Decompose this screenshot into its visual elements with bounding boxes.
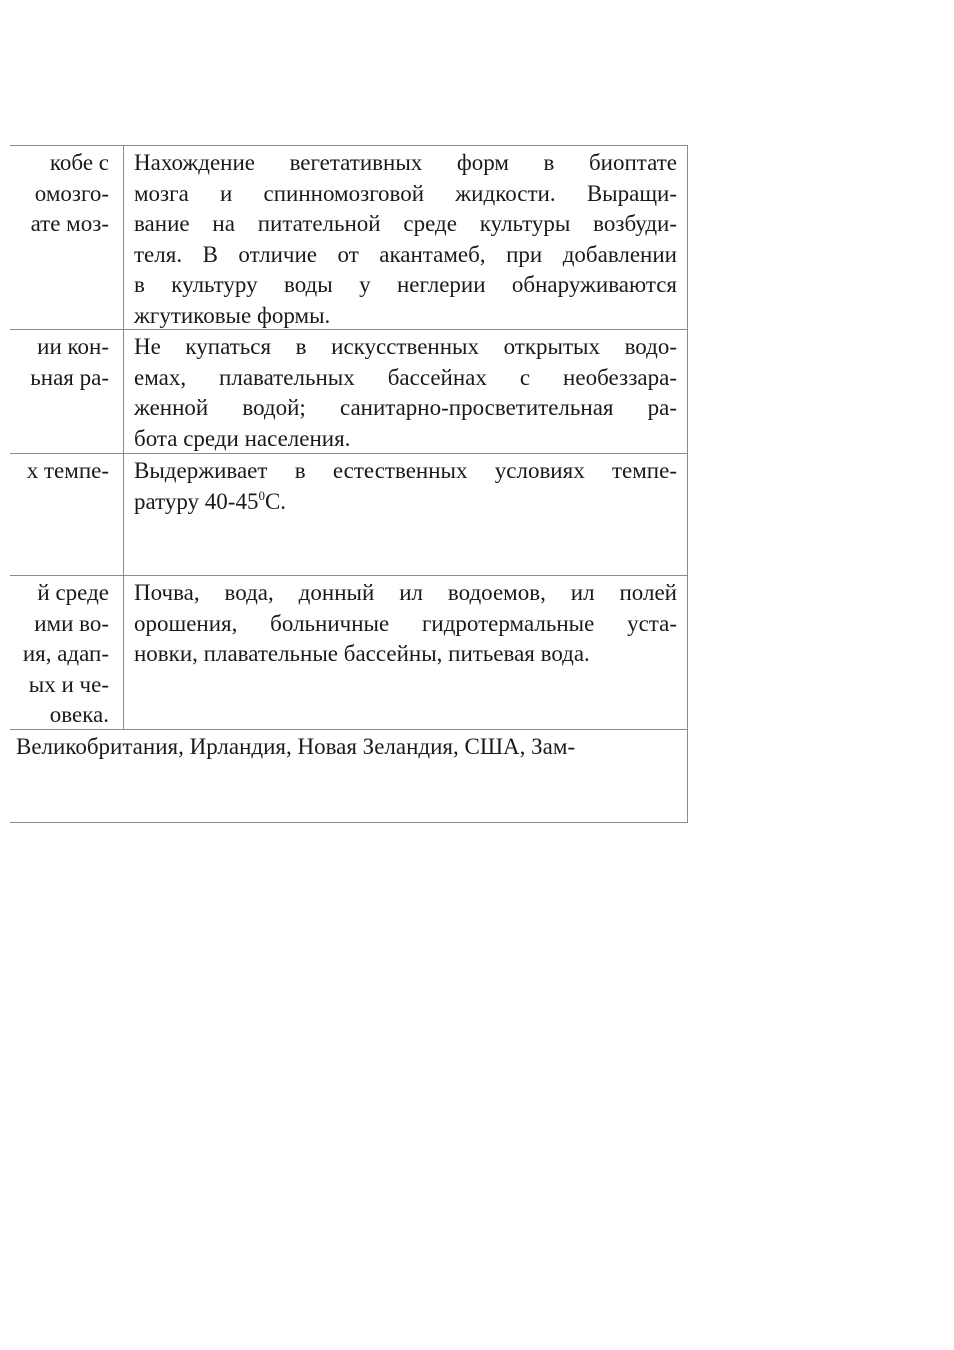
- degree-superscript: 0: [258, 487, 265, 503]
- cell-text-line: овека.: [49, 702, 109, 727]
- cell-text-line: Почва, вода, донный ил водоемов, ил полей: [134, 580, 677, 605]
- temperature-text: ратуру 40-45: [134, 488, 259, 514]
- table-cell-right: [124, 330, 687, 453]
- table-cell-right: [124, 454, 687, 575]
- cell-text-line: [134, 487, 677, 518]
- table-cell-left: [10, 146, 124, 329]
- cell-text-line: ими во-: [34, 610, 109, 636]
- table-cell-right: [124, 146, 687, 329]
- table-cell-left: [10, 330, 124, 453]
- cell-text-line: бота среди населения.: [134, 425, 351, 451]
- cell-text-line: ия, адап-: [22, 641, 109, 666]
- cell-text-line: женной водой; санитарно-просветительная ра-: [134, 395, 677, 420]
- cell-text-line: емах, плавательных бассейнах с необеззара-: [134, 364, 677, 390]
- cell-text-line: в культуру воды у неглерии обнаруживаются: [134, 272, 677, 297]
- table-row: [10, 330, 687, 454]
- data-table: [10, 145, 688, 823]
- cell-text-line: х темпе-: [26, 458, 109, 483]
- cell-text-line: ых и че-: [28, 671, 109, 697]
- cell-text-line: омозго-: [34, 180, 109, 206]
- cell-text-line: новки, плавательные бассейны, питьевая вода.: [134, 641, 590, 666]
- table-cell-left: [10, 454, 124, 575]
- cell-text-line: ьная ра-: [30, 364, 109, 390]
- cell-text-line: вание на питательной среде культуры возбуди-: [134, 211, 677, 236]
- temperature-unit: С.: [264, 488, 287, 514]
- table-row: [10, 454, 687, 576]
- cell-text-line: ате моз-: [30, 211, 109, 236]
- cell-text-line: ии кон-: [37, 334, 109, 359]
- cell-text-line: жгутиковые формы.: [134, 302, 331, 328]
- cell-text-line: теля. В отличие от акантамеб, при добавлении: [134, 241, 677, 267]
- cell-text-line: орошения, больничные гидротермальные уста-: [134, 610, 677, 636]
- table-cell-left: [10, 576, 124, 729]
- cell-text-line: мозга и спинномозговой жидкости. Выращи-: [134, 180, 677, 206]
- cell-text-line: Выдерживает в естественных условиях темпе-: [134, 458, 677, 483]
- table-row: [10, 576, 687, 730]
- cell-text-line: Не купаться в искусственных открытых водо-: [134, 334, 677, 359]
- cell-text-line: Нахождение вегетативных форм в биоптате: [134, 150, 677, 175]
- table-row: [10, 146, 687, 330]
- cell-text-line: й среде: [37, 580, 109, 605]
- cell-text-line: кобе с: [49, 150, 109, 175]
- spanning-cell-text: Великобритания, Ирландия, Новая Зеландия, США, Зам-: [16, 734, 576, 759]
- table-row-spanning: [10, 730, 687, 822]
- table-cell-right: [124, 576, 687, 729]
